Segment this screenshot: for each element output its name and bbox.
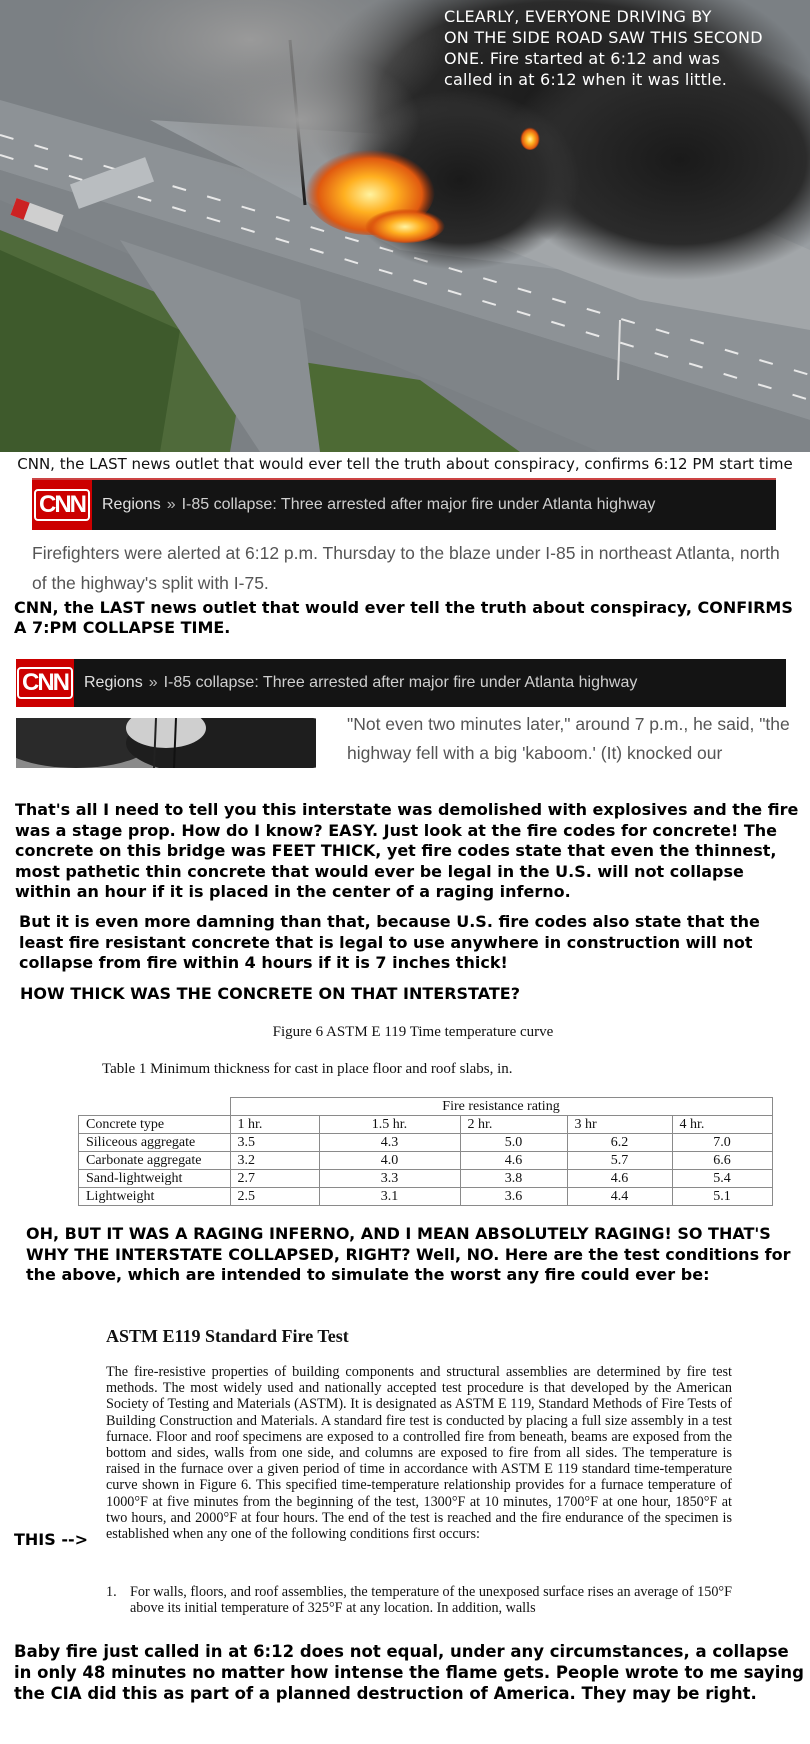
- conclusion-paragraph: Baby fire just called in at 6:12 does not equal, under any circumstances, a collapse in only 48 minutes no matter how intense the flame gets. People wrote to me saying the CIA did this as part of a planned destruction of America. They may be right.: [14, 1642, 804, 1703]
- cnn-logo: CNN: [32, 480, 92, 530]
- fire-photo: [0, 0, 810, 452]
- table-cell: Siliceous aggregate: [79, 1134, 231, 1152]
- table-caption: Table 1 Minimum thickness for cast in place floor and roof slabs, in.: [102, 1061, 513, 1077]
- astm-list-item: [106, 1584, 732, 1616]
- table-cell: Sand-lightweight: [79, 1170, 231, 1188]
- list-number: 1.: [106, 1584, 117, 1600]
- table-cell: 7.0: [672, 1134, 772, 1152]
- table-cell: 5.4: [672, 1170, 772, 1188]
- table-cell: 2.5: [230, 1188, 319, 1206]
- cnn-header-bar: [32, 478, 776, 530]
- table-cell: 6.2: [567, 1134, 672, 1152]
- column-header: 2 hr.: [460, 1116, 567, 1134]
- table-cell: 3.3: [319, 1170, 460, 1188]
- fire-rating-header: Fire resistance rating: [230, 1098, 772, 1116]
- list-item-text: For walls, floors, and roof assemblies, the temperature of the unexposed surface rises an average of 150°F above its initial temperature of 325°F at any location. In addition, walls: [130, 1584, 732, 1617]
- table-cell: 3.1: [319, 1188, 460, 1206]
- collapse-time-note: CNN, the LAST news outlet that would ever tell the truth about conspiracy, CONFIRMS A 7:PM COLLAPSE TIME.: [14, 598, 793, 637]
- table-cell: 5.0: [460, 1134, 567, 1152]
- article-headline[interactable]: I-85 collapse: Three arrested after major fire under Atlanta highway: [181, 496, 656, 513]
- table-cell: Carbonate aggregate: [79, 1152, 231, 1170]
- argument-paragraph: That's all I need to tell you this interstate was demolished with explosives and the fire was a stage prop. How do I know? EASY. Just look at the fire codes for concrete! The concrete on this bridge was FEET THICK, yet fire codes state that even the thinnest, most pathetic thin concrete that would ever be legal in the U.S. will not collapse within an hour if it is placed in the center of a raging inferno.: [15, 800, 799, 901]
- table-cell: 4.0: [319, 1152, 460, 1170]
- table-row: [79, 1188, 773, 1206]
- column-header: 4 hr.: [672, 1116, 772, 1134]
- table-cell: 4.6: [567, 1170, 672, 1188]
- table-cell: 4.6: [460, 1152, 567, 1170]
- breadcrumb-separator: »: [148, 674, 158, 691]
- fire-rating-table: [78, 1097, 773, 1206]
- breadcrumb-separator: »: [166, 496, 176, 513]
- cnn-header-bar: [16, 659, 786, 707]
- question-heading: HOW THICK WAS THE CONCRETE ON THAT INTERSTATE?: [20, 984, 520, 1003]
- table-row: [79, 1170, 773, 1188]
- column-header: 1.5 hr.: [319, 1116, 460, 1134]
- arrow-label: THIS -->: [14, 1530, 89, 1549]
- table-row: [79, 1152, 773, 1170]
- table-header-row: [79, 1116, 773, 1134]
- table-cell: 5.7: [567, 1152, 672, 1170]
- table-row: [79, 1134, 773, 1152]
- article-excerpt: Firefighters were alerted at 6:12 p.m. Thursday to the blaze under I-85 in northeast Atlanta, north of the highway's split with I-75.: [32, 543, 780, 593]
- smoke-thumbnail: [16, 718, 316, 768]
- table-cell: 3.2: [230, 1152, 319, 1170]
- table-group-header-row: [79, 1098, 773, 1116]
- article-quote: "Not even two minutes later," around 7 p.m., he said, "the highway fell with a big 'kaboom.' (It) knocked our: [347, 714, 790, 763]
- astm-section-body: The fire-resistive properties of building components and structural assemblies are determined by fire test methods. The most widely used and nationally accepted test procedure is that developed by the American Society of Testing and Materials (ASTM). It is designated as ASTM E 119, Standard Methods of Fire Tests of Building Construction and Materials. A standard fire test is conducted by placing a full size assembly in a test furnace. Floor and roof specimens are exposed to a controlled fire from beneath, beams are exposed from the bottom and sides, walls from one side, and columns are exposed to fire from all sides. The temperature is raised in the furnace over a given period of time in accordance with ASTM E 119 standard time-temperature curve shown in Figure 6. This specified time-temperature relationship provides for a furnace temperature of 1000°F at five minutes from the beginning of the test, 1300°F at 10 minutes, 1700°F at one hour, 1850°F at two hours, and 2000°F at four hours. The end of the test is reached and the fire endurance of the specimen is established when any one of the following conditions first occurs:: [106, 1364, 732, 1543]
- start-time-note: CNN, the LAST news outlet that would ever tell the truth about conspiracy, confirms 6:12 PM start time: [17, 455, 793, 473]
- column-header: Concrete type: [79, 1116, 231, 1134]
- astm-section-title: ASTM E119 Standard Fire Test: [106, 1326, 349, 1346]
- table-cell: 3.8: [460, 1170, 567, 1188]
- cnn-logo: CNN: [16, 659, 74, 707]
- table-cell: 5.1: [672, 1188, 772, 1206]
- table-cell: 2.7: [230, 1170, 319, 1188]
- argument-paragraph: But it is even more damning than that, because U.S. fire codes also state that the least fire resistant concrete that is legal to use anywhere in construction will not collapse from fire within 4 hours if it is 7 inches thick!: [19, 912, 760, 972]
- argument-paragraph: OH, BUT IT WAS A RAGING INFERNO, AND I MEAN ABSOLUTELY RAGING! SO THAT'S WHY THE INTERSTATE COLLAPSED, RIGHT? Well, NO. Here are the test conditions for the above, which are intended to simulate the worst any fire could ever be:: [26, 1224, 791, 1284]
- table-cell: 4.4: [567, 1188, 672, 1206]
- table-cell: 4.3: [319, 1134, 460, 1152]
- table-cell: 6.6: [672, 1152, 772, 1170]
- table-cell: Lightweight: [79, 1188, 231, 1206]
- photo-caption: CLEARLY, EVERYONE DRIVING BY ON THE SIDE ROAD SAW THIS SECOND ONE. Fire started at 6:12 and was called in at 6:12 when it was little.: [444, 7, 763, 89]
- column-header: 1 hr.: [230, 1116, 319, 1134]
- table-cell: 3.5: [230, 1134, 319, 1152]
- figure-caption: Figure 6 ASTM E 119 Time temperature curve: [272, 1024, 554, 1040]
- breadcrumb-regions-link[interactable]: Regions: [84, 674, 143, 691]
- article-headline[interactable]: I-85 collapse: Three arrested after major fire under Atlanta highway: [163, 674, 638, 691]
- table-cell: 3.6: [460, 1188, 567, 1206]
- column-header: 3 hr: [567, 1116, 672, 1134]
- breadcrumb-regions-link[interactable]: Regions: [102, 496, 161, 513]
